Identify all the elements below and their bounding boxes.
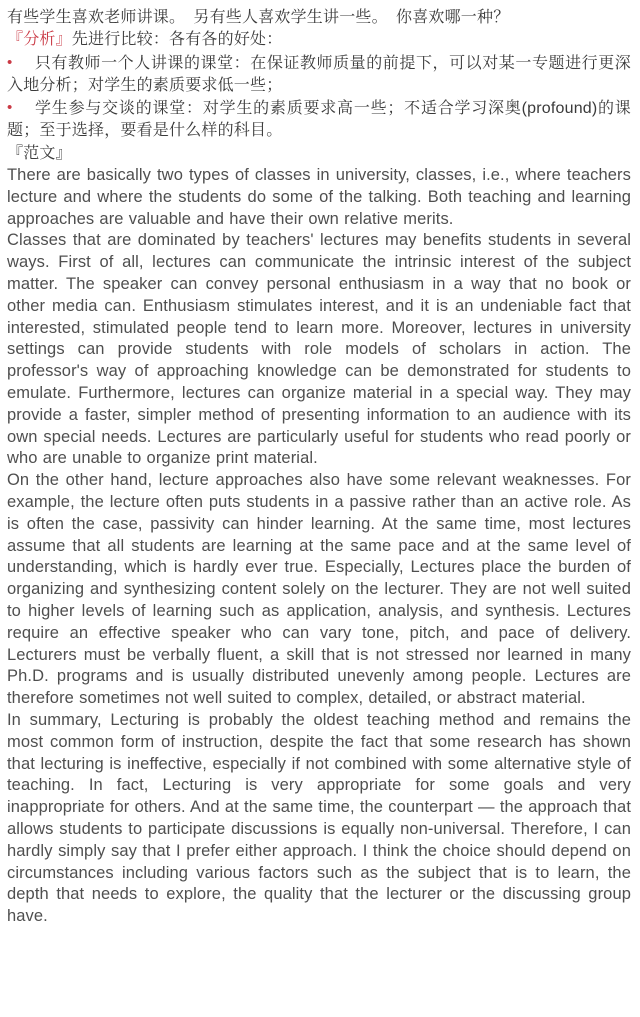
essay-paragraph-2: Classes that are dominated by teachers' lectures may benefits students in several ways. First of all, lectures can communicate the intrinsic interest of the subject matter. The speaker can convey personal enthusiasm in a way that no book or other media can. Enthusiasm stimulates interest, and it is an undeniable fact that interested, stimulated people tend to learn more. Moreover, lectures in university settings can provide students with role models of scholars in action. The professor's way of approaching knowledge can be demonstrated for students to emulate. Furthermore, lectures can organize material in a special way. They may provide a faster, simpler method of presenting information to an audience with its own special needs. Lectures are particularly useful for students who read poorly or who are unable to organize print material. — [7, 231, 631, 468]
bullet-icon: • — [7, 53, 13, 71]
essay-label: 『范文』 — [7, 144, 72, 162]
bullet-icon: • — [7, 99, 13, 117]
analysis-intro: 先进行比较：各有各的好处： — [71, 31, 283, 49]
analysis-label: 『分析』 — [7, 31, 72, 49]
bullet-item-1 — [7, 52, 631, 98]
analysis-paragraph — [7, 29, 631, 51]
bullet-text-2: 学生参与交谈的课堂：对学生的素质要求高一些；不适合学习深奥(profound)的课题；至于选择，要看是什么样的科目。 — [7, 100, 631, 140]
bullet-gap — [12, 67, 34, 68]
essay-paragraph-4: In summary, Lecturing is probably the oldest teaching method and remains the most common form of instruction, despite the fact that some research has shown that lecturing is ineffective, especially if not combined with some alternative style of teaching. In fact, Lecturing is very appropriate for some goals and very inappropriate for others. And at the same time, the counterpart — the approach that allows students to participate discussions is equally non-universal. Therefore, I can hardly simply say that I prefer either approach. I think the choice should depend on circumstances including various factors such as the subject that is to learn, the depth that needs to explore, the quality that the lecturer or the discussing group have. — [7, 711, 631, 926]
essay-paragraph-1: There are basically two types of classes in university, classes, i.e., where teachers lecture and where the students do some of the talking. Both teaching and learning approaches are valuable and have their own relative merits. — [7, 166, 631, 228]
bullet-item-2 — [7, 97, 631, 143]
bullet-text-1: 只有教师一个人讲课的课堂：在保证教师质量的前提下，可以对某一专题进行更深入地分析；对学生的素质要求低一些； — [7, 54, 631, 94]
essay-paragraph-3: On the other hand, lecture approaches also have some relevant weaknesses. For example, the lecture often puts students in a passive rather than an active role. As is often the case, passivity can hinder learning. At the same time, most lectures assume that all students are learning at the same pace and at the same level of understanding, which is hardly ever true. Especially, Lectures place the burden of organizing and synthesizing content solely on the lecturer. They are not well suited to higher levels of learning such as application, analysis, and synthesis. Lectures require an effective speaker who can vary tone, pitch, and pace of delivery. Lecturers must be verbally fluent, a skill that is not stressed nor learned in many Ph.D. programs and is usually distributed unevenly among people. Lectures are therefore sometimes not well suited to complex, detailed, or abstract material. — [7, 471, 631, 708]
question-line: 有些学生喜欢老师讲课。 另有些人喜欢学生讲一些。 你喜欢哪一种？ — [7, 9, 510, 26]
bullet-gap — [12, 112, 34, 113]
